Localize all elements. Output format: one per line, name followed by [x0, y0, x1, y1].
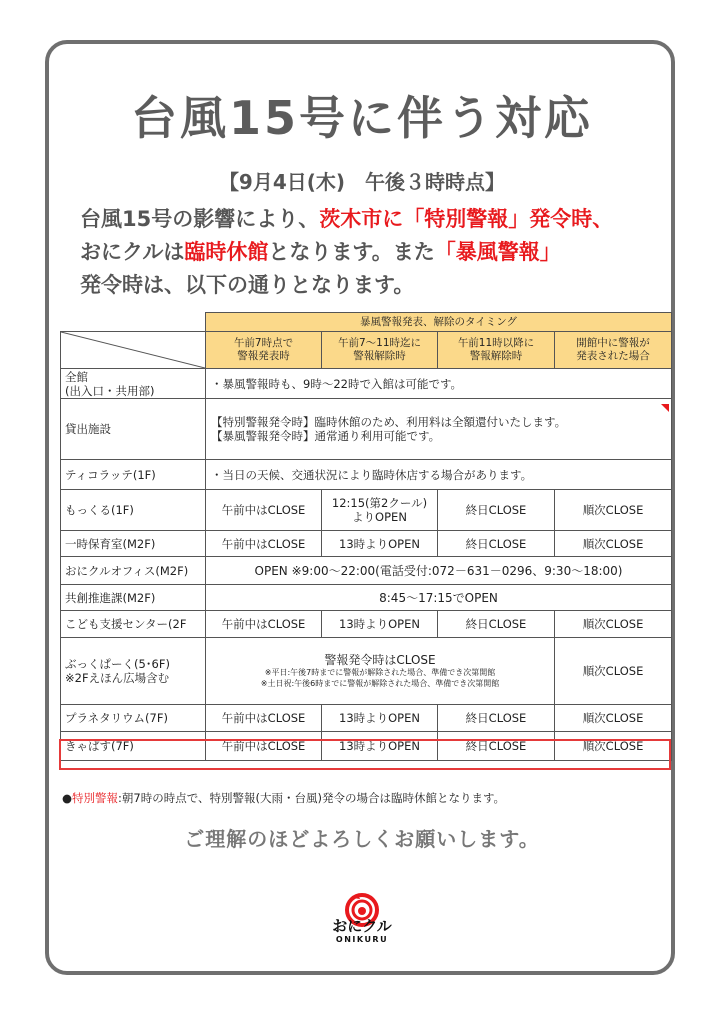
intro-text-part: 台風15号の影響により、: [80, 207, 320, 231]
status-cell: 午前中はCLOSE: [206, 490, 322, 531]
status-cell: 午前中はCLOSE: [206, 705, 322, 732]
facility-name: ぶっくぱーく(5･6F) ※2Fえほん広場含む: [61, 638, 206, 705]
row-note-sub: ※平日:午後7時までに警報が解除された場合、準備でき次第開館: [264, 668, 496, 677]
status-cell: 午前中はCLOSE: [206, 531, 322, 557]
facility-name: 全館 (出入口・共用部): [61, 369, 206, 399]
facility-name: もっくる(1F): [61, 490, 206, 531]
status-cell: 終日CLOSE: [438, 611, 555, 638]
schedule-table: [60, 312, 672, 761]
row-note-line: 【特別警報発令時】臨時休館のため、利用料は全額還付いたします。: [211, 415, 567, 429]
table-row: [61, 460, 672, 490]
footnote-label: 特別警報: [72, 791, 119, 805]
row-note: [206, 399, 672, 460]
facility-name: プラネタリウム(7F): [61, 705, 206, 732]
table-row: [61, 732, 672, 761]
footnote-text: :朝7時の時点で、特別警報(大雨・台風)発令の場合は臨時休館となります。: [118, 791, 506, 805]
intro-text: [80, 203, 680, 302]
status-cell: 12:15(第2クール) よりOPEN: [322, 490, 438, 531]
table-row: [61, 585, 672, 611]
status-cell: 13時よりOPEN: [322, 531, 438, 557]
intro-text-part: 発令時は、以下の通りとなります。: [80, 273, 415, 297]
facility-name: 共創推進課(M2F): [61, 585, 206, 611]
status-cell: 終日CLOSE: [438, 490, 555, 531]
row-note: ・当日の天候、交通状況により臨時休店する場合があります。: [206, 460, 672, 490]
status-cell: 13時よりOPEN: [322, 611, 438, 638]
table-row: [61, 399, 672, 460]
intro-highlight: 臨時休館: [184, 240, 269, 264]
table-row: [61, 638, 672, 705]
table-row: [61, 611, 672, 638]
logo-name: おにクル: [332, 917, 392, 935]
row-note-line: 【暴風警報発令時】通常通り利用可能です。: [211, 429, 441, 443]
status-cell: 午前中はCLOSE: [206, 732, 322, 761]
intro-highlight: 「暴風警報」: [434, 240, 561, 264]
date-line: 【9月4日(木) 午後３時時点】: [218, 170, 506, 194]
column-header: 午前7～11時迄に 警報解除時: [322, 332, 438, 369]
table-row: [61, 557, 672, 585]
status-cell: 順次CLOSE: [555, 732, 672, 761]
row-note-sub: ※土日祝:午後6時までに警報が解除された場合、準備でき次第開館: [260, 679, 500, 688]
column-header: 午前11時以降に 警報解除時: [438, 332, 555, 369]
column-header: 開館中に警報が 発表された場合: [555, 332, 672, 369]
row-note-main: 警報発令時はCLOSE: [324, 653, 436, 667]
intro-text-part: おにクルは: [80, 240, 185, 264]
blank-cell: [61, 313, 206, 332]
intro-highlight: 茨木市に「特別警報」発令時: [319, 207, 593, 231]
status-cell: 順次CLOSE: [555, 705, 672, 732]
facility-name: こども支援センター(2F: [61, 611, 206, 638]
status-cell: 終日CLOSE: [438, 705, 555, 732]
table-row: [61, 705, 672, 732]
status-cell: 順次CLOSE: [555, 490, 672, 531]
row-note: ・暴風警報時も、9時～22時で入館は可能です。: [206, 369, 672, 399]
group-header: 暴風警報発表、解除のタイミング: [206, 313, 672, 332]
row-note: OPEN ※9:00～22:00(電話受付:072－631－0296、9:30～18:00): [206, 557, 672, 585]
status-cell: 終日CLOSE: [438, 732, 555, 761]
facility-name: 一時保育室(M2F): [61, 531, 206, 557]
table-row: [61, 369, 672, 399]
table-row: [61, 531, 672, 557]
bullet-icon: ●: [62, 791, 73, 805]
diagonal-header-cell: [61, 332, 206, 369]
logo-roman: ONIKURU: [335, 935, 389, 944]
facility-name: ティコラッテ(1F): [61, 460, 206, 490]
column-header: 午前7時点で 警報発表時: [206, 332, 322, 369]
facility-name: 貸出施設: [61, 399, 206, 460]
status-cell: 13時よりOPEN: [322, 705, 438, 732]
status-cell: 順次CLOSE: [555, 638, 672, 705]
intro-text-part: となります。また: [268, 240, 435, 264]
status-cell: 13時よりOPEN: [322, 732, 438, 761]
footnote: [62, 790, 505, 806]
facility-name: おにクルオフィス(M2F): [61, 557, 206, 585]
intro-text-part: 、: [592, 207, 614, 231]
corner-mark: [661, 404, 669, 412]
page-title: 台風15号に伴う対応: [130, 91, 593, 145]
facility-name: きゃぱす(7F): [61, 732, 206, 761]
row-note: 8:45～17:15でOPEN: [206, 585, 672, 611]
closing-message: ご理解のほどよろしくお願いします。: [184, 827, 540, 851]
status-cell: 午前中はCLOSE: [206, 611, 322, 638]
status-cell: 終日CLOSE: [438, 531, 555, 557]
table-row: [61, 490, 672, 531]
row-note: [206, 638, 555, 705]
status-cell: 順次CLOSE: [555, 611, 672, 638]
status-cell: 順次CLOSE: [555, 531, 672, 557]
